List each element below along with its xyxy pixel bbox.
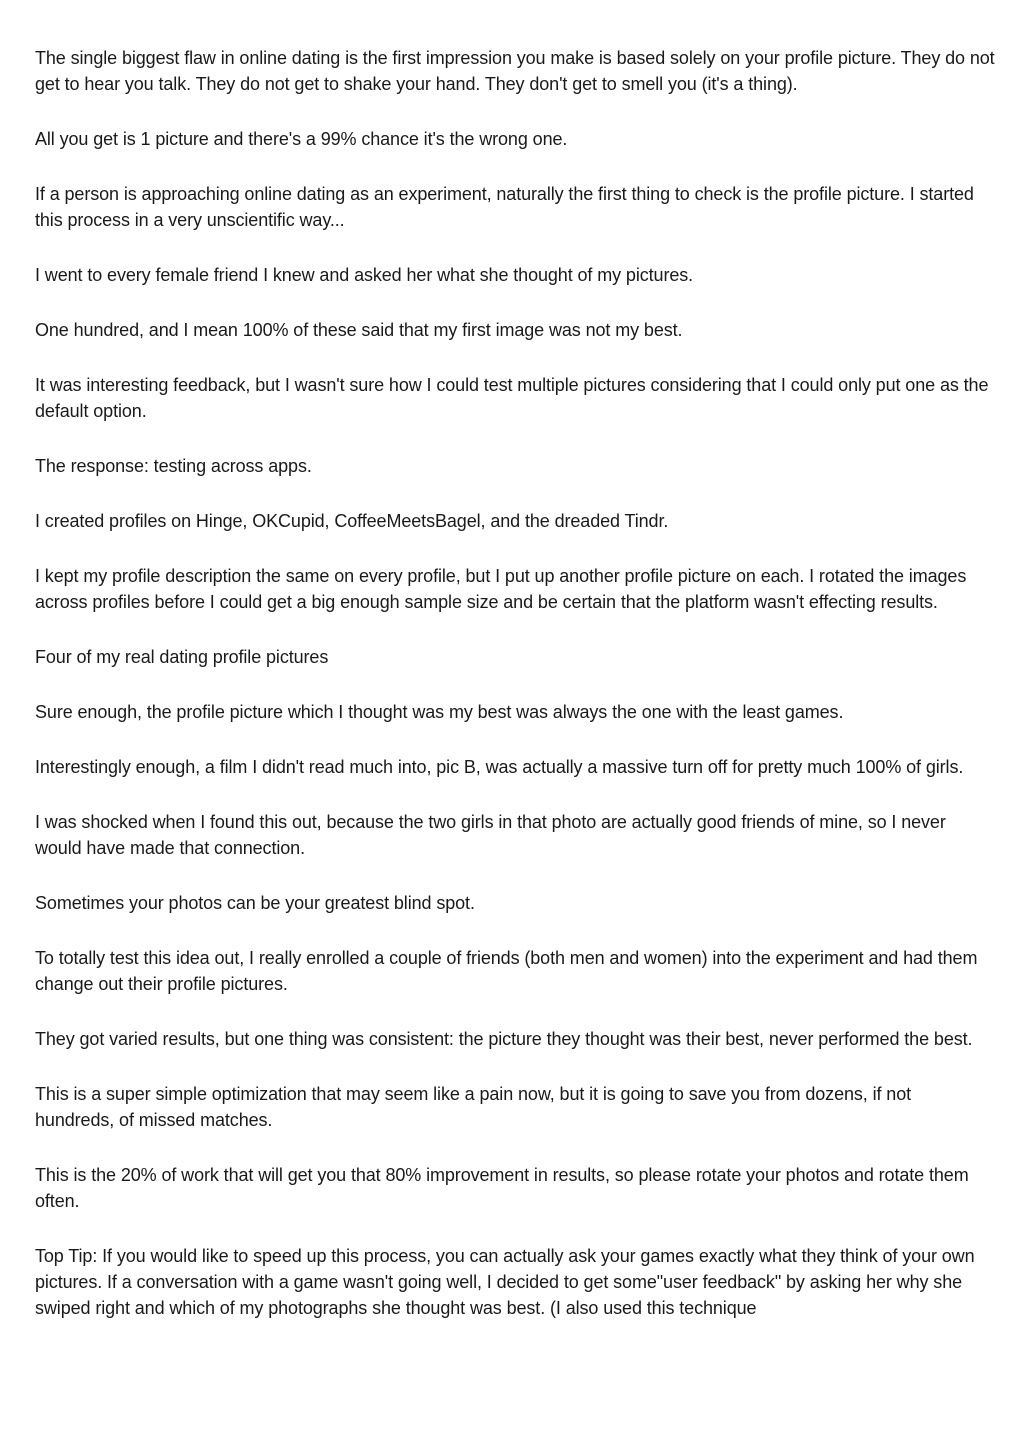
paragraph: Top Tip: If you would like to speed up this process, you can actually ask your games exactly what they think of your own pictures. If a conversation with a game wasn't going well, I decided to get some"user feedback" by asking her why she swiped right and which of my photographs she thought was best. (I also used this technique bbox=[35, 1246, 975, 1318]
paragraph: To totally test this idea out, I really enrolled a couple of friends (both men and women) into the experiment and had them change out their profile pictures. bbox=[35, 948, 978, 994]
paragraph: I went to every female friend I knew and asked her what she thought of my pictures. bbox=[35, 265, 694, 285]
paragraph: If a person is approaching online dating as an experiment, naturally the first thing to check is the profile picture. I started this process in a very unscientific way... bbox=[35, 184, 974, 230]
paragraph: This is a super simple optimization that may seem like a pain now, but it is going to save you from dozens, if not hundreds, of missed matches. bbox=[35, 1084, 912, 1130]
document-body bbox=[35, 45, 995, 1350]
paragraph: All you get is 1 picture and there's a 99% chance it's the wrong one. bbox=[35, 129, 568, 149]
image-caption: Four of my real dating profile pictures bbox=[35, 647, 329, 667]
paragraph: Interestingly enough, a film I didn't read much into, pic B, was actually a massive turn off for pretty much 100% of girls. bbox=[35, 757, 964, 777]
paragraph: I created profiles on Hinge, OKCupid, CoffeeMeetsBagel, and the dreaded Tindr. bbox=[35, 511, 669, 531]
paragraph: Sure enough, the profile picture which I thought was my best was always the one with the least games. bbox=[35, 702, 844, 722]
paragraph: I was shocked when I found this out, because the two girls in that photo are actually good friends of mine, so I never would have made that connection. bbox=[35, 812, 946, 858]
paragraph: The single biggest flaw in online dating is the first impression you make is based solely on your profile picture. They do not get to hear you talk. They do not get to shake your hand. They don't get to smell you (it's a thing). bbox=[35, 48, 995, 94]
paragraph: The response: testing across apps. bbox=[35, 456, 312, 476]
paragraph: Sometimes your photos can be your greatest blind spot. bbox=[35, 893, 475, 913]
paragraph: This is the 20% of work that will get you that 80% improvement in results, so please rotate your photos and rotate them often. bbox=[35, 1165, 969, 1211]
paragraph: One hundred, and I mean 100% of these said that my first image was not my best. bbox=[35, 320, 683, 340]
paragraph: It was interesting feedback, but I wasn't sure how I could test multiple pictures considering that I could only put one as the default option. bbox=[35, 375, 989, 421]
paragraph: They got varied results, but one thing was consistent: the picture they thought was their best, never performed the best. bbox=[35, 1029, 973, 1049]
paragraph: I kept my profile description the same on every profile, but I put up another profile picture on each. I rotated the images across profiles before I could get a big enough sample size and be certain that the platform wasn't effecting results. bbox=[35, 566, 967, 612]
